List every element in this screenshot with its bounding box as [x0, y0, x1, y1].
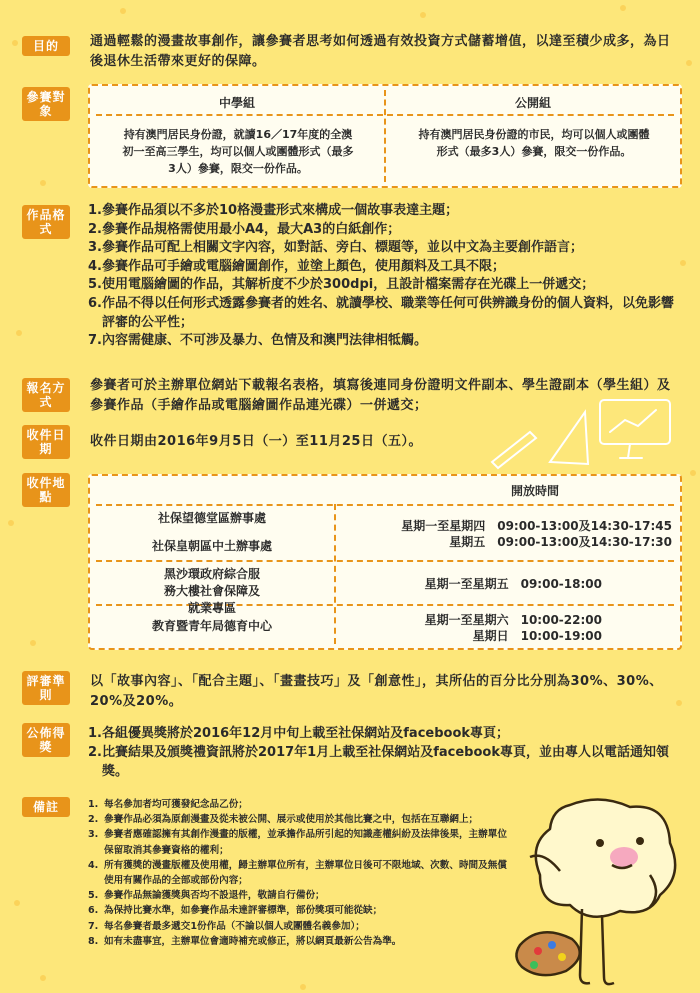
open-group-text: 持有澳門居民身份證的市民，均可以個人或團體形式（最多3人）參賽，限交一份作品。 — [418, 128, 650, 158]
list-item: 5. 參賽作品無論獲獎與否均不設退件，敬請自行備份； — [88, 890, 325, 902]
list-item: 4. 所有獲獎的漫畫版權及使用權，歸主辦單位所有，主辦單位日後可不限地域、次數、時間及無償使用有關作品的全部或部份內容； — [88, 859, 507, 887]
open-group-heading: 公開組 — [514, 96, 551, 110]
venue-place: 社保皇朝區中土辦事處 — [151, 539, 272, 553]
list-item: 2. 參賽作品規格需使用最小A4，最大A3的白紙創作； — [88, 221, 401, 237]
list-item: 7. 每名參賽者最多遞交1份作品（不論以個人或團體名義參加）； — [88, 920, 365, 932]
venue-hours: 星期一至星期五 09:00-18:00 — [424, 577, 602, 591]
eligibility-tag: 參賽對象 — [22, 87, 70, 121]
venue-place: 社保望德堂區辦事處 — [157, 511, 266, 525]
list-item: 4. 參賽作品可手繪或電腦繪圖創作，並塗上顏色，使用顏料及工具不限； — [88, 258, 506, 274]
list-item: 2. 比賽結果及頒獎禮資訊將於2017年1月上載至社保網站及facebook專頁，並由專人以電話通知領獎。 — [88, 745, 669, 779]
format-tag: 作品格式 — [22, 205, 70, 239]
date-text: 收件日期由2016年9月5日（一）至11月25日（五）。 — [90, 434, 422, 449]
mascot-illustration-icon — [500, 795, 695, 990]
secondary-group-text: 持有澳門居民身份證，就讀16／17年度的全澳初一至高三學生，均可以個人或團體形式（最多3人）參賽，限交一份作品。 — [122, 128, 354, 175]
venue-place: 黑沙環政府綜合服務大樓社會保障及就業專區 — [163, 567, 260, 615]
list-item: 3. 參賽作品可配上相關文字內容，如對話、旁白、標題等，並以中文為主要創作語言； — [88, 240, 584, 256]
opening-hours-heading: 開放時間 — [510, 484, 559, 498]
list-item: 8. 如有未盡事宜，主辦單位會適時補充或修正，將以網頁最新公告為準。 — [88, 935, 402, 947]
list-item: 2. 參賽作品必須為原創漫畫及從未被公開、展示或使用於其他比賽之中，包括在互聯網上； — [88, 814, 479, 826]
format-list — [88, 202, 684, 351]
purpose-tag: 目的 — [22, 36, 70, 56]
date-tag: 收件日期 — [22, 425, 70, 459]
announce-list — [88, 724, 684, 781]
venue-place: 教育暨青年局德育中心 — [151, 619, 272, 633]
list-item: 1. 參賽作品須以不多於10格漫畫形式來構成一個故事表達主題； — [88, 203, 459, 218]
list-item: 1. 各組優異獎將於2016年12月中旬上載至社保網站及facebook專頁； — [88, 726, 510, 741]
secondary-group-heading: 中學組 — [218, 96, 255, 110]
criteria-tag: 評審準則 — [22, 671, 70, 705]
list-item: 6. 作品不得以任何形式透露參賽者的姓名、就讀學校、職業等任何可供辨識身份的個人資料，以免影響評審的公平性； — [88, 295, 675, 330]
eligibility-table — [88, 84, 682, 188]
list-item: 1. 每名參加者均可獲發紀念品乙份； — [88, 799, 248, 810]
signup-tag: 報名方式 — [22, 378, 70, 412]
list-item: 6. 為保持比賽水準，如參賽作品未達評審標準，部份獎項可能從缺； — [88, 905, 383, 917]
list-item: 3. 參賽者應確認擁有其創作漫畫的版權，並承擔作品所引起的知識產權糾紛及法律後果，主辦單位保留取消其參賽資格的權利； — [88, 829, 507, 856]
notes-tag: 備註 — [22, 797, 70, 817]
list-item: 7. 內容需健康、不可涉及暴力、色情及和澳門法律相牴觸。 — [88, 333, 428, 349]
announce-tag: 公佈得獎 — [22, 723, 70, 757]
notes-list — [88, 797, 508, 949]
criteria-text: 以「故事內容」、「配合主題」、「畫畫技巧」及「創意性」，其所佔的百分比分別為30%、30%、20%及20%。 — [90, 674, 663, 709]
list-item: 5. 使用電腦繪圖的作品，其解析度不少於300dpi，且設計檔案需存在光碟上一併遞交； — [88, 277, 595, 293]
purpose-text: 通過輕鬆的漫畫故事創作，讓參賽者思考如何透過有效投資方式儲蓄增值，以達至積少成多，為日後退休生活帶來更好的保障。 — [90, 34, 671, 69]
venue-hours: 星期一至星期四 09:00-13:00及14:30-17:45 — [401, 519, 672, 533]
venue-hours: 星期日 10:00-19:00 — [472, 629, 602, 643]
signup-text: 參賽者可於主辦單位網站下載報名表格，填寫後連同身份證明文件副本、學生證副本（學生組）及參賽作品（手繪作品或電腦繪圖作品連光碟）一併遞交； — [90, 378, 671, 413]
venue-hours: 星期一至星期六 10:00-22:00 — [424, 613, 602, 627]
venue-table — [88, 474, 682, 650]
venue-tag: 收件地點 — [22, 473, 70, 507]
venue-hours: 星期五 09:00-13:00及14:30-17:30 — [449, 535, 672, 549]
